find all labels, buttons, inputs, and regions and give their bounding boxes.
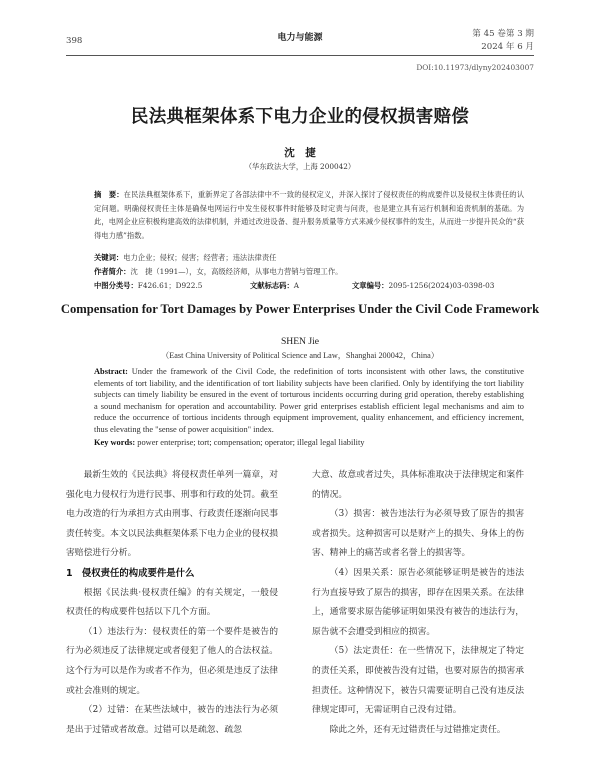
author-bio-label: 作者简介： bbox=[94, 267, 131, 276]
body-paragraph: （3）损害：被告违法行为必须导致了原告的损害或者损失。这种损害可以是财产上的损失、身体上的伤害、精神上的痛苦或者名誉上的损害等。 bbox=[312, 509, 524, 559]
body-paragraph: （1）违法行为：侵权责任的第一个要件是被告的行为必须违反了法律规定或者侵犯了他人的合法权益。这个行为可以是作为或者不作为，但必须是违反了法律或社会准则的规定。 bbox=[66, 626, 278, 696]
body-left-column bbox=[66, 466, 278, 740]
title-en: Compensation for Tort Damages by Power Enterprises Under the Civil Code Framework bbox=[60, 302, 540, 316]
header-rule bbox=[66, 55, 534, 56]
body-paragraph: 除此之外，还有无过错责任与过错推定责任。 bbox=[329, 724, 506, 735]
keywords-cn-label: 关键词： bbox=[94, 253, 124, 262]
article-no-line bbox=[352, 279, 494, 293]
doc-code-line bbox=[250, 279, 299, 293]
title-cn: 民法典框架体系下电力企业的侵权损害赔偿 bbox=[130, 107, 470, 127]
author-bio bbox=[94, 265, 524, 279]
abstract-en-text: Under the framework of the Civil Code, the redefinition of torts inconsistent with other laws, the constitutive elements of tort liability, and the identification of tort liability subjects have been clarified. Only by identifying the tort liability subjects can timely liability be ensured in the event of torturous incidents occurring during grid operation, thereby establishing a sound mechanism for operation and accountability. Power grid enterprises establish efficient legal mechanisms and aim to reduce the occurrence of tortious incidents through equipment improvement, quality enhancement, and efficiency increment, thus elevating the "sense of power acquisition" index. bbox=[94, 367, 524, 434]
section-heading: 1 侵权责任的构成要件是什么 bbox=[66, 567, 195, 579]
keywords-en bbox=[94, 437, 524, 449]
abstract-en bbox=[94, 366, 524, 436]
keywords-en-label: Key words: bbox=[94, 438, 136, 447]
doc-code-value: A bbox=[293, 281, 300, 290]
clc-value: F426.61；D922.5 bbox=[137, 281, 203, 290]
author-en: SHEN Jie bbox=[280, 336, 320, 347]
body-paragraph: 根据《民法典·侵权责任编》的有关规定，一般侵权责任的构成要件包括以下几个方面。 bbox=[66, 587, 278, 618]
body-paragraph: （4）因果关系：原告必须能够证明是被告的违法行为直接导致了原告的损害，即存在因果关系。在法律上，通常要求原告能够证明如果没有被告的违法行为，原告就不会遭受到相应的损害。 bbox=[312, 567, 524, 637]
affiliation-en: （East China University of Political Science and Law，Shanghai 200042，China） bbox=[161, 351, 439, 360]
author-bio-text: 沈 捷（1991—），女，高级经济师，从事电力营销与管理工作。 bbox=[130, 267, 343, 276]
body-paragraph: （5）法定责任：在一些情况下，法律规定了特定的责任关系，即使被告没有过错，也要对原告的损害承担责任。这种情况下，被告只需要证明自己没有违反法律规定即可，无需证明自己没有过错。 bbox=[312, 646, 524, 716]
journal-volume: 第 45 卷第 3 期 bbox=[472, 29, 534, 39]
body-paragraph: （2）过错：在某些法域中，被告的违法行为必须是出于过错或者故意。过错可以是疏忽、疏忽 bbox=[66, 705, 278, 735]
author-cn: 沈 捷 bbox=[284, 147, 316, 159]
affiliation-cn: （华东政法大学，上海 200042） bbox=[244, 162, 356, 171]
keywords-cn bbox=[94, 251, 524, 265]
body-paragraph: 大意、故意或者过失，具体标准取决于法律规定和案件的情况。 bbox=[312, 470, 524, 500]
keywords-en-text: power enterprise; tort; compensation; operator; illegal legal liability bbox=[135, 438, 365, 447]
body-paragraph: 最新生效的《民法典》将侵权责任单列一篇章，对强化电力侵权行为进行民事、刑事和行政的处罚。截至电力改造的行为承担方式由刑事、行政责任逐渐向民事责任转变。本文以民法典框架体系下电力企业的侵权损害赔偿进行分析。 bbox=[66, 470, 278, 559]
abstract-cn bbox=[94, 188, 524, 242]
journal-date: 2024 年 6 月 bbox=[481, 42, 534, 52]
doi: DOI:10.11973/dlyny202403007 bbox=[416, 63, 534, 72]
keywords-cn-text: 电力企业；侵权；侵害；经营者；违法法律责任 bbox=[123, 253, 277, 262]
journal-name: 电力与能源 bbox=[277, 33, 323, 43]
abstract-en-label: Abstract: bbox=[94, 367, 128, 376]
article-no-value: 2095-1256(2024)03-0398-03 bbox=[388, 281, 495, 290]
doc-code-label: 文献标志码： bbox=[250, 281, 294, 290]
page-number: 398 bbox=[66, 36, 83, 46]
clc-label: 中图分类号： bbox=[94, 281, 138, 290]
abstract-cn-label: 摘 要： bbox=[94, 190, 124, 199]
clc-line bbox=[94, 279, 202, 293]
body-right-column bbox=[312, 466, 524, 740]
abstract-cn-text: 在民法典框架体系下，重新界定了各部法律中不一致的侵权定义，并深入探讨了侵权责任的构成要件以及侵权主体责任的认定问题。明确侵权责任主体是确保电网运行中发生侵权事件时能够及时定责与问责，也是建立具有运行机制和追责机制的基础。为此，电网企业应积极构建高效的法律机制，并通过改进设备、提升服务质量等方式来减少侵权事件的发生，从而进一步提升民众的“获得电力感”指数。 bbox=[94, 190, 525, 240]
article-no-label: 文章编号： bbox=[352, 281, 389, 290]
